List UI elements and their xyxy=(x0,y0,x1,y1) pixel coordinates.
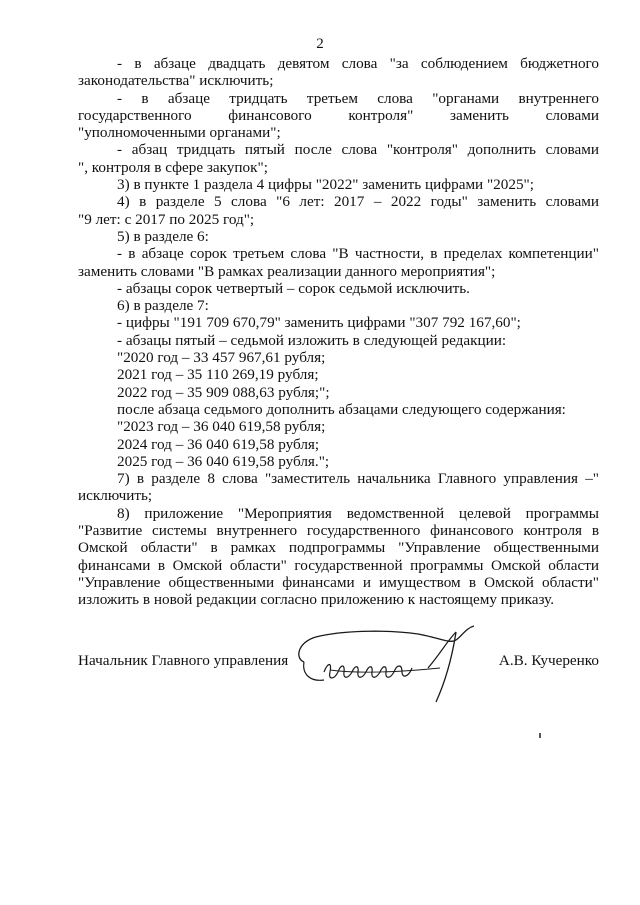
text-line: исключить; xyxy=(78,487,153,505)
scan-artifact xyxy=(539,733,541,738)
handwritten-signature xyxy=(290,618,480,706)
signatory-name: А.В. Кучеренко xyxy=(498,652,599,669)
text-line: - абзацы сорок четвертый – сорок седьмой исключить. xyxy=(117,279,470,297)
text-line: "9 лет: с 2017 по 2025 год"; xyxy=(78,210,255,228)
text-line: после абзаца седьмого дополнить абзацами следующего содержания: xyxy=(117,400,566,418)
text-line: "Развитие системы внутреннего государственного финансового контроля в xyxy=(78,522,599,540)
text-line: изложить в новой редакции согласно приложению к настоящему приказу. xyxy=(78,591,555,609)
text-line: государственного финансового контроля" заменить словами xyxy=(78,106,599,124)
text-line: 7) в разделе 8 слова "заместитель начальника Главного управления –" xyxy=(117,470,599,488)
document-body xyxy=(78,55,599,609)
text-line: - в абзаце тридцать третьем слова "органами внутреннего xyxy=(117,89,599,107)
text-line: 2025 год – 36 040 619,58 рубля."; xyxy=(117,452,330,470)
text-line: заменить словами "В рамках реализации данного мероприятия"; xyxy=(78,262,496,280)
text-line: 2024 год – 36 040 619,58 рубля; xyxy=(117,435,320,453)
text-line: 5) в разделе 6: xyxy=(117,227,209,245)
text-line: - абзац тридцать пятый после слова "контроля" дополнить словами xyxy=(117,141,599,159)
text-line: "2020 год – 33 457 967,61 рубля; xyxy=(117,349,326,367)
text-line: 2022 год – 35 909 088,63 рубля;"; xyxy=(117,383,330,401)
text-line: 8) приложение "Мероприятия ведомственной целевой программы xyxy=(117,504,599,522)
text-line: 2021 год – 35 110 269,19 рубля; xyxy=(117,366,319,384)
page-number: 2 xyxy=(316,36,324,52)
text-line: 6) в разделе 7: xyxy=(117,297,209,315)
text-line: - в абзаце сорок третьем слова "В частности, в пределах компетенции" xyxy=(117,245,599,263)
text-line: ", контроля в сфере закупок"; xyxy=(78,158,268,176)
text-line: - в абзаце двадцать девятом слова "за соблюдением бюджетного xyxy=(117,55,599,72)
text-line: законодательства" исключить; xyxy=(78,72,274,90)
text-line: "Управление общественными финансами и имуществом в Омской области" xyxy=(78,573,599,591)
text-line: 3) в пункте 1 раздела 4 цифры "2022" заменить цифрами "2025"; xyxy=(117,176,534,194)
text-line: Омской области" в рамках подпрограммы "Управление общественными xyxy=(78,539,599,557)
text-line: "2023 год – 36 040 619,58 рубля; xyxy=(117,418,326,436)
text-line: "уполномоченными органами"; xyxy=(78,124,281,142)
text-line: - цифры "191 709 670,79" заменить цифрами "307 792 167,60"; xyxy=(117,314,521,332)
signatory-title: Начальник Главного управления xyxy=(78,652,289,669)
text-line: - абзацы пятый – седьмой изложить в следующей редакции: xyxy=(117,331,507,349)
text-line: 4) в разделе 5 слова "6 лет: 2017 – 2022 годы" заменить словами xyxy=(117,193,599,211)
text-line: финансами в Омской области" государственной программы Омской области xyxy=(78,556,599,574)
